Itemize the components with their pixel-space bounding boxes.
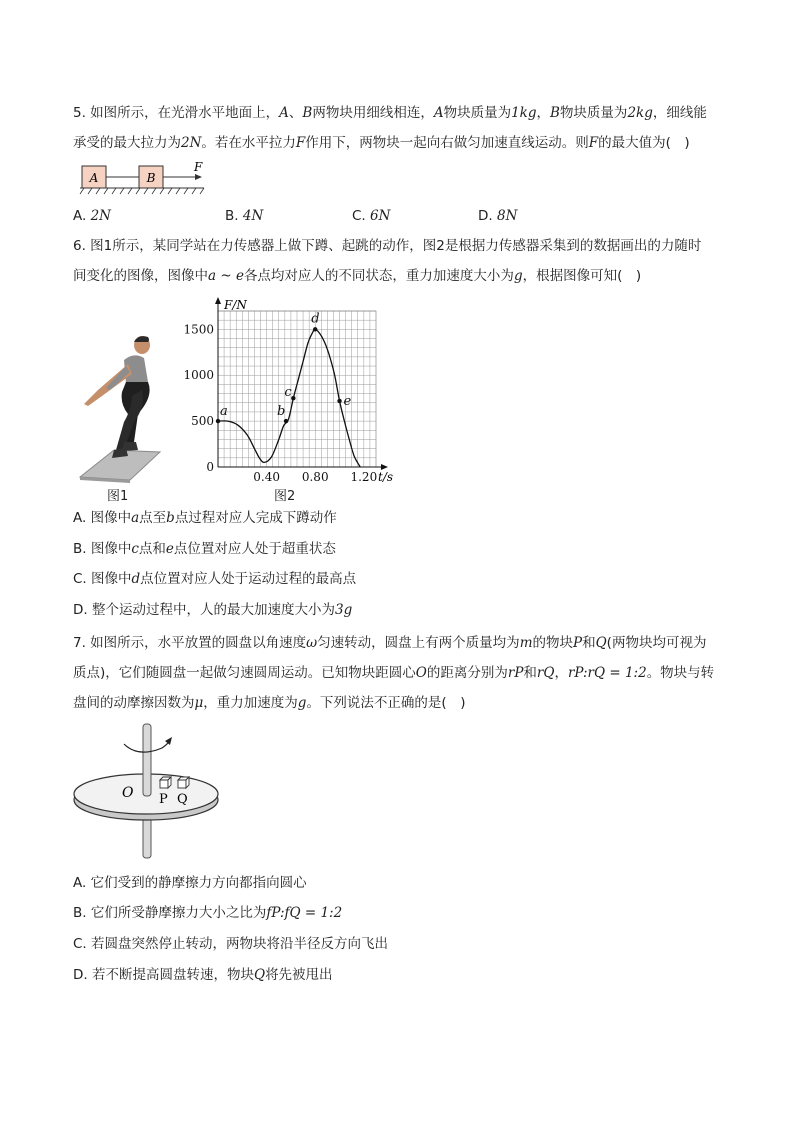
rotating-disk-figure: [70, 722, 225, 862]
question-5-line-1: 5. 如图所示，在光滑水平地面上，A、B两物块用细线相连，A物块质量为1kg，B物块质量为2kg，细线能: [73, 105, 707, 121]
point-label-c: c: [284, 385, 292, 401]
force-arrowhead: [195, 174, 202, 180]
y-tick-label: 0: [206, 460, 214, 474]
q5-option-b[interactable]: B. 4N: [225, 208, 264, 224]
q6-option-d[interactable]: D. 整个运动过程中，人的最大加速度大小为3g: [73, 602, 353, 618]
block-q-cube: [178, 777, 189, 788]
q5-option-d[interactable]: D. 8N: [478, 208, 518, 224]
blocks-figure: [80, 158, 210, 198]
figure-2-caption: 图2: [274, 489, 296, 504]
block-b-label: B: [146, 171, 156, 185]
point-label-e: e: [343, 393, 352, 409]
question-7-line-1: 7. 如图所示，水平放置的圆盘以角速度ω匀速转动，圆盘上有两个质量均为m的物块P和Q(两物块均可视为: [73, 635, 707, 651]
block-p-label: P: [159, 792, 168, 807]
y-tick-label: 1500: [183, 322, 214, 337]
q5-option-c[interactable]: C. 6N: [352, 208, 391, 224]
question-7-line-3: 盘间的动摩擦因数为μ，重力加速度为g。下列说法不正确的是( ): [73, 695, 466, 711]
y-axis-arrow: [215, 297, 221, 304]
question-6: [73, 231, 723, 291]
point-a: [216, 419, 220, 423]
block-a-label: A: [89, 171, 99, 185]
q5-option-a[interactable]: A. 2N: [73, 208, 111, 224]
question-5-line-2: 承受的最大拉力为2N。若在水平拉力F作用下，两物块一起向右做匀加速直线运动。则F的最大值为( ): [73, 135, 690, 151]
point-d: [313, 327, 317, 331]
q7-option-c[interactable]: C. 若圆盘突然停止转动，两物块将沿半径反方向飞出: [73, 936, 389, 952]
chart-grid: [218, 311, 376, 467]
q6-option-a[interactable]: A. 图像中a点至b点过程对应人完成下蹲动作: [73, 510, 337, 526]
figure-1-caption: 图1: [107, 489, 129, 504]
question-5: [73, 98, 723, 158]
q7-option-a[interactable]: A. 它们受到的静摩擦力方向都指向圆心: [73, 875, 307, 891]
force-label: F: [194, 160, 203, 174]
q6-option-b[interactable]: B. 图像中c点和e点位置对应人处于超重状态: [73, 541, 336, 557]
question-7: [73, 628, 723, 718]
q6-option-c[interactable]: C. 图像中d点位置对应人处于运动过程的最高点: [73, 571, 357, 587]
block-q-label: Q: [177, 792, 188, 807]
x-tick-label: 1.20: [350, 470, 378, 484]
question-6-line-2: 间变化的图像，图像中a ~ e各点均对应人的不同状态，重力加速度大小为g，根据图像可知( ): [73, 268, 642, 284]
question-5-options: [73, 205, 593, 227]
point-label-a: a: [220, 404, 228, 420]
question-7-line-2: 质点)，它们随圆盘一起做匀速圆周运动。已知物块距圆心O的距离分别为rP和rQ，rP:rQ = 1:2。物块与转: [73, 665, 715, 681]
axle-lower: [143, 814, 151, 858]
y-tick-label: 500: [191, 414, 214, 429]
q7-option-b[interactable]: B. 它们所受静摩擦力大小之比为fP:fQ = 1:2: [73, 905, 343, 921]
block-p-cube: [160, 777, 171, 788]
center-label: O: [122, 785, 134, 801]
y-axis-label: F/N: [224, 298, 247, 312]
question-6-line-1: 6. 图1所示，某同学站在力传感器上做下蹲、起跳的动作，图2是根据力传感器采集到的数据画出的力随时: [73, 238, 702, 254]
ground-hatch: [80, 188, 204, 194]
point-b: [284, 419, 288, 423]
point-c: [291, 396, 295, 400]
point-e: [337, 399, 341, 403]
x-axis-label: t/s: [378, 470, 394, 484]
axle-upper: [143, 724, 151, 796]
q7-option-d[interactable]: D. 若不断提高圆盘转速，物块Q将先被甩出: [73, 967, 333, 983]
y-tick-label: 1000: [183, 368, 214, 383]
x-tick-label: 0.80: [301, 470, 329, 484]
x-tick-label: 0.40: [253, 470, 280, 484]
figure-1-squatting-person: [76, 330, 166, 485]
point-label-d: d: [311, 311, 320, 327]
chart-axes: [215, 297, 388, 470]
point-label-b: b: [277, 404, 286, 420]
figure-2-force-time-chart: [176, 293, 394, 485]
